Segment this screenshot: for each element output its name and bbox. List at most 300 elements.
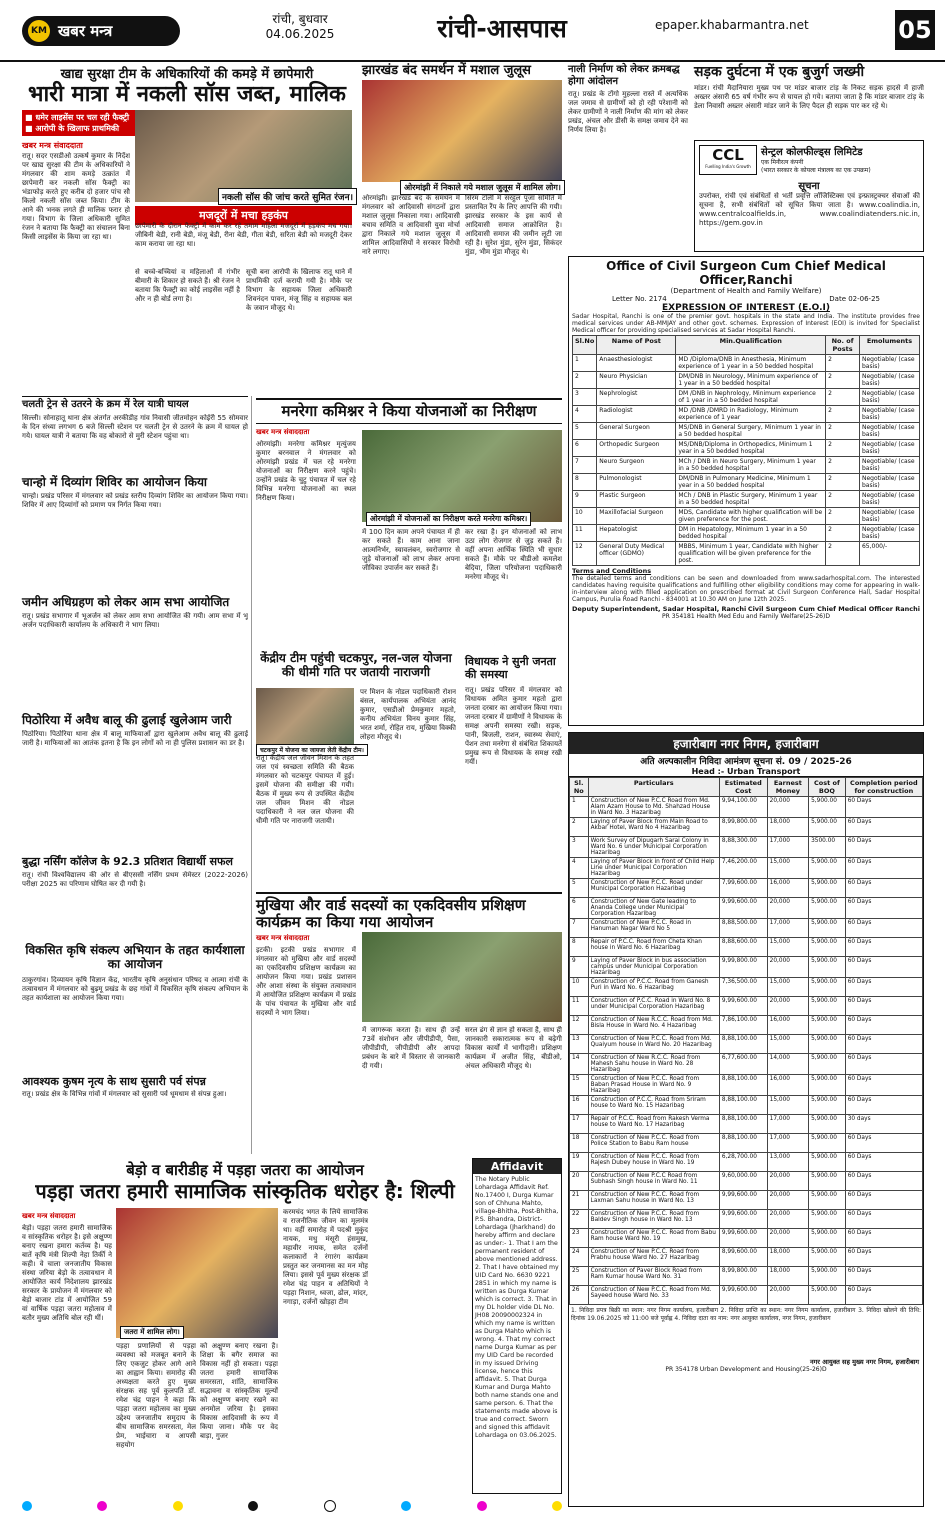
table-cell: 9,99,600.00 — [719, 898, 767, 919]
table-cell: 60 Days — [845, 1075, 922, 1096]
table-cell: Negotiable/ (case basis) — [859, 508, 919, 525]
nn-title: हजारीबाग नगर निगम, हजारीबाग — [569, 733, 923, 754]
cyan-dot-icon — [22, 1501, 32, 1511]
table-cell: 18,000 — [767, 1267, 808, 1286]
table-cell: Construction of P.C.C. Road from Sriram house to Ward No. 15 Hazaribag — [588, 1096, 719, 1115]
table-cell: 1 — [570, 797, 589, 818]
cs-sign-row — [572, 605, 920, 613]
table-cell: 5,900.00 — [809, 1267, 846, 1286]
story12-headline: मनरेगा कमिश्नर ने किया योजनाओं का निरीक्षण — [256, 398, 562, 424]
table-cell: 15,000 — [767, 1035, 808, 1054]
table-cell: 5,900.00 — [809, 919, 846, 938]
table-cell: Neuro Physician — [597, 372, 676, 389]
table-cell: MS/DNB/Diploma in Orthopedics, Minimum 1 year in a 50 bedded hospital — [676, 440, 826, 457]
story9-body: रातू। रांची विश्वविद्यालय की ओर से बीएससी नर्सिंग प्रथम सेमेस्टर (2022-2026) परीक्षा 2025 का परिणाम घोषित कर दी गयी है। — [22, 871, 248, 888]
affidavit-title: Affidavit — [473, 1159, 561, 1174]
ccl-notice — [694, 140, 924, 252]
table-cell: 10 — [570, 978, 589, 997]
story5-body: सिल्ली। सोनाहातू थाना क्षेत्र अंतर्गत अरकीडीह गांव निवासी जीतमोहन कोईरी 55 सोमवार के दिन संध्या लगभग 6 बजे सिल्ली स्टेशन पर चलती ट्रेन से उतरने के क्रम में घायल हो गये। घायल यात्री ने बताया कि वह बोकारो से मुरी स्टेशन पहुंचा था। — [22, 414, 248, 440]
table-cell: 9 — [570, 957, 589, 978]
table-cell: 5,900.00 — [809, 898, 846, 919]
cs-letter: Letter No. 2174 — [612, 295, 667, 303]
issue-date — [245, 12, 355, 42]
epaper-url[interactable]: epaper.khabarmantra.net — [655, 18, 809, 32]
table-cell: 60 Days — [845, 938, 922, 957]
table-row — [573, 406, 920, 423]
table-cell: General Surgeon — [597, 423, 676, 440]
cs-intro: Sadar Hospital, Ranchi is one of the premier govt. hospitals in the state and India. The institute provides free medical services under AB-MMJAY and other govt. schemes. Expression of Interest (EOI) is invited for Specialist Medical officer for providing specialised services at Sadar Hospital Ranchi. — [572, 313, 920, 334]
table-cell: 23 — [570, 1229, 589, 1248]
table-cell: 60 Days — [845, 1191, 922, 1210]
story5-headline: चलती ट्रेन से उतरने के क्रम में रेल यात्री घायल — [22, 399, 189, 410]
story11-headline: आवश्यक कुषम नृत्य के साथ सुसारी पर्व संपन्न — [22, 1075, 206, 1088]
table-cell: 5,900.00 — [809, 858, 846, 879]
table-cell: 17,000 — [767, 1115, 808, 1134]
table-cell: 60 Days — [845, 1286, 922, 1305]
table-cell: Construction of New P.C.C. Road from Police Station to Babu Ram house — [588, 1134, 719, 1153]
table-row — [570, 818, 923, 837]
table-cell: 9,60,000.00 — [719, 1172, 767, 1191]
story15-byline: खबर मन्त्र संवाददाता — [256, 934, 310, 942]
table-row — [570, 879, 923, 898]
divider — [22, 396, 248, 397]
story16-col2: पड़हा प्रणालियों से पड़हा व्यवस्था को मजबूत बनाने के लिए एकजुट होकर आगे आने का आह्वान किया। समारोह की अध्यक्षता करते हुए मुख्य संरक्षक सह पूर्व कुलपति डॉ. रमेश चंद्र पाहन ने कहा कि पड़हा जतरा महोत्सव का मुख्य उद्देश्य जनजातीय समुदाय के बीच सामाजिक समरसता, मेल प्रेम, भाईचारा व आपसी सहयोग — [116, 1342, 196, 1449]
table-cell: 8,88,100.00 — [719, 1075, 767, 1096]
table-cell: 2 — [826, 542, 860, 566]
story12-col2: में 100 दिन काम अपने पंचायत में ही कर सकते हैं। काम आना जाना आत्मनिर्भर, स्वावलंबन, स्वरोजगार से जुड़े योजनाओं को लाभ लेकर अपना जीविका उपार्जन कर सकते हैं। — [362, 528, 460, 572]
column-rule — [251, 396, 252, 1154]
table-cell: Negotiable/ (case basis) — [859, 525, 919, 542]
table-cell: Pulmonologist — [597, 474, 676, 491]
table-cell: 20,000 — [767, 1191, 808, 1210]
table-cell: 2 — [826, 389, 860, 406]
table-cell: 17,000 — [767, 919, 808, 938]
table-cell: 5,900.00 — [809, 879, 846, 898]
civil-surgeon-eoi — [568, 256, 924, 726]
table-cell: 5,900.00 — [809, 938, 846, 957]
table-cell: Construction of New P.C.C. Road from Md. Sayeed house Ward No. 33 — [588, 1286, 719, 1305]
registration-marks — [22, 1500, 562, 1512]
masthead — [0, 0, 945, 62]
table-row — [570, 1191, 923, 1210]
table-cell: 60 Days — [845, 898, 922, 919]
table-cell: 25 — [570, 1267, 589, 1286]
table-cell: Negotiable/ (case basis) — [859, 423, 919, 440]
story12-photo — [362, 430, 562, 522]
table-cell: 2 — [826, 457, 860, 474]
table-cell: 2 — [570, 818, 589, 837]
table-cell: Construction of New P.C.C Road from Subhash Singh house in Ward No. 11 — [588, 1172, 719, 1191]
story6-body: चान्हो। प्रखंड परिसर में मंगलवार को प्रखंड स्तरीय दिव्यांग शिविर का आयोजन किया गया। शिविर में आए दिव्यांगों को प्रमाण पत्र निर्गत किया गया। — [22, 492, 248, 509]
table-cell: Negotiable/ (case basis) — [859, 491, 919, 508]
table-cell: DM /DNB in Nephrology, Minimum experience of 1 year in a 50 bedded hospital — [676, 389, 826, 406]
story2-col2: सिरम टोली में सरहुल पूजा समिति में प्रस्तावित रैंप के लिए आपत्ति की गयी। झारखंड सरकार के इस कार्य से आदिवासी समाज आक्रोशित है। आदिवासी समाज की जमीन लूटी जा रही है। सुरेश मुंडा, सुरेन मुंडा, सिकंदर मुंडा, भीम मुंडा मौजूद थे। — [465, 194, 562, 256]
table-cell: Construction of New P.C.C. Road from Baban Prasad House in Ward No. 9 Hazaribag — [588, 1075, 719, 1096]
table-header: Emoluments — [859, 336, 919, 355]
table-cell: 7 — [570, 919, 589, 938]
table-cell: 5,900.00 — [809, 1035, 846, 1054]
table-cell: 8,88,100.00 — [719, 1115, 767, 1134]
table-cell: 60 Days — [845, 1172, 922, 1191]
table-cell: 60 Days — [845, 1153, 922, 1172]
story1-box-title: मजदूरों में मचा हड़कंप — [135, 206, 352, 225]
table-cell: 9,94,100.00 — [719, 797, 767, 818]
nn-pr: PR 354178 Urban Development and Housing(25-26)D — [665, 1366, 827, 1373]
table-cell: 3 — [573, 389, 597, 406]
table-cell: 20 — [570, 1172, 589, 1191]
table-cell: 5,900.00 — [809, 957, 846, 978]
table-cell: 5 — [570, 879, 589, 898]
table-cell: 5,900.00 — [809, 818, 846, 837]
cs-sign2: Ranchi — [895, 605, 920, 613]
table-cell: 15,000 — [767, 1096, 808, 1115]
table-header: Min.Qualification — [676, 336, 826, 355]
table-cell: 9,99,800.00 — [719, 957, 767, 978]
table-cell: 20,000 — [767, 797, 808, 818]
table-cell: 20,000 — [767, 1172, 808, 1191]
table-cell: 13,000 — [767, 1153, 808, 1172]
story10-body: ठाकुरगांव। दिव्यायन कृषि विज्ञान केंद्र, भारतीय कृषि अनुसंधान परिषद व आत्मा रांची के तत्वावधान में मंगलवार को बुढ़मू प्रखंड के छह गांवों में विकसित कृषि संकल्प अभियान के तहत कार्यशाला का आयोजन किया गया। — [22, 976, 248, 1002]
table-cell: 5,900.00 — [809, 1075, 846, 1096]
table-row — [570, 1016, 923, 1035]
table-cell: 12 — [573, 542, 597, 566]
table-cell: 5,900.00 — [809, 1229, 846, 1248]
table-header: Sl.No — [573, 336, 597, 355]
table-row — [573, 542, 920, 566]
story16-photo — [116, 1208, 278, 1338]
table-cell: 5,900.00 — [809, 1210, 846, 1229]
story14-headline: विधायक ने सुनी जनता की समस्या — [465, 655, 556, 681]
table-cell: Construction of New Gate leading to Ananda College under Municipal Corporation Hazaribag — [588, 898, 719, 919]
story11-body: रातू। प्रखंड क्षेत्र के विभिन्न गांवों में मंगलवार को सुसारी पर्व धूमधाम से संपन्न हुआ। — [22, 1090, 227, 1098]
table-cell: 60 Days — [845, 1054, 922, 1075]
table-cell: 2 — [826, 474, 860, 491]
table-row — [573, 457, 920, 474]
story1-col2: से बच्चे-बच्चियां व महिलाओं में गंभीर बीमारी के शिकार हो सकते हैं। श्री रंजन ने बताया कि फैक्ट्री का कोई लाइसेंस नहीं है और न ही बोर्ड लगा है। — [135, 268, 240, 303]
magenta-dot-icon — [477, 1501, 487, 1511]
yellow-dot-icon — [552, 1501, 562, 1511]
table-cell: 8,88,100.00 — [719, 1096, 767, 1115]
table-cell: Neuro Surgeon — [597, 457, 676, 474]
story7-body: रातू। प्रखंड सभागार में भूअर्जन को लेकर आम सभा आयोजित की गयी। आम सभा में भू अर्जन पदाधिकारी कार्यालय के अधिकारी ने भाग लिया। — [22, 612, 248, 629]
table-cell: Construction of New R.C.C. Road from Md. Bisla House in Ward No. 4 Hazaribag — [588, 1016, 719, 1035]
nn-head: Head :- Urban Transport — [569, 767, 923, 777]
story13-body: रातू। केंद्रीय जल जीवन मिशन के तहत जल एवं स्वच्छता समिति की बैठक मंगलवार को चटकपुर पंचायत में हुई। इसमें योजना की समीक्षा की गयी। बैठक में मुख्य रूप से उपस्थित केंद्रीय जल जीवन मिशन की नोडल पदाधिकारी ने नल जल योजना की धीमी गति पर नाराजगी जतायी। — [256, 754, 354, 825]
table-cell: 5,900.00 — [809, 1115, 846, 1134]
brand-logo-icon: KM — [28, 20, 50, 42]
ccl-name: सेन्ट्रल कोलफील्ड्स लिमिटेड — [761, 147, 863, 158]
table-cell: 7 — [573, 457, 597, 474]
table-cell: 17,000 — [767, 837, 808, 858]
table-cell: 6 — [570, 898, 589, 919]
table-cell: Work Survey of Dipugarh Sarai Colony in Ward No. 6 under Municipal Corporation Hazaribag — [588, 837, 719, 858]
table-cell: 15,000 — [767, 978, 808, 997]
brand-name: खबर मन्त्र — [58, 22, 113, 40]
story8-headline: पिठोरिया में अवैध बालू की ढुलाई खुलेआम जारी — [22, 713, 232, 727]
table-cell: 9,99,600.00 — [719, 1229, 767, 1248]
table-cell: 14 — [570, 1054, 589, 1075]
table-cell: Laying of Paver Block from Main Road to Akbar Hotel, Ward No 4 Hazaribag — [588, 818, 719, 837]
table-row — [570, 957, 923, 978]
table-cell: 60 Days — [845, 858, 922, 879]
table-cell: 9,99,600.00 — [719, 1210, 767, 1229]
story1-col3: सूची बना आरोपी के खिलाफ रातू थाने में प्राथमिकी दर्ज करायी गयी है। मौके पर विभाग के सहायक जिला अधिकारी शिवनंदन पावन, मंजू सिंह व सहायक बल के जवान मौजूद थे। — [246, 268, 352, 312]
story15-headline: मुखिया और वार्ड सदस्यों का एकदिवसीय प्रशिक्षण कार्यक्रम का किया गया आयोजन — [256, 892, 562, 932]
table-cell: Negotiable/ (case basis) — [859, 457, 919, 474]
cs-table — [572, 335, 920, 566]
table-cell: Negotiable/ (case basis) — [859, 355, 919, 372]
table-cell: 60 Days — [845, 1134, 922, 1153]
cs-date: Date 02-06-25 — [829, 295, 880, 303]
story12-col3: कर रखा है। इन योजनाओं को लाभ उठा लोग रोजगार से जुड़ सकते हैं। वहीं अपना आर्थिक स्थिति भी सुधार सकते हैं। मौके पर बीडीओ कमलेश बेदिया, जिला परियोजना पदाधिकारी मनरेगा मौजूद थे। — [465, 528, 562, 581]
table-cell: 60 Days — [845, 1096, 922, 1115]
table-cell: Construction of New R.C.C. Road from Mahesh Sahu house in Ward No. 28 Hazaribag — [588, 1054, 719, 1075]
table-cell: Construction of New P.C.C. Road under Municipal Corporation Hazaribag — [588, 879, 719, 898]
table-cell: 5,900.00 — [809, 1054, 846, 1075]
cs-dept: (Department of Health and Family Welfare) — [670, 287, 822, 295]
table-cell: Radiologist — [597, 406, 676, 423]
table-cell: Construction of New P.C.C. Road from Baldev Singh house in Ward No. 13 — [588, 1210, 719, 1229]
story16-caption: जतरा में शामिल लोग। — [120, 1326, 184, 1339]
table-cell: Construction of New P.C.C. Road from Prabhu house Ward No. 27 Hazaribag — [588, 1248, 719, 1267]
story2-col1: ओरमांझी। झारखंड बंद के समर्थन में मंगलवार को आदिवासी संगठनों द्वारा मशाल जुलूस निकाला गया। आदिवासी बचाव समिति व आदिवासी युवा मोर्चा द्वारा निकाले गये मशाल जुलूस में शामिल आदिवासियों ने सरकार विरोधी नारे लगाए। — [362, 194, 460, 256]
story15-col1: इटकी। इटकी प्रखंड सभागार में मंगलवार को मुखिया और वार्ड सदस्यों का एकदिवसीय प्रशिक्षण कार्यक्रम का आयोजन किया गया। प्रखंड प्रशासन और आशा संस्था के संयुक्त तत्वावधान में आयोजित प्रशिक्षण कार्यक्रम में प्रखंड के पांच पंचायत के मुखिया और वार्ड सदस्यों ने भाग लिया। — [256, 946, 356, 1017]
table-header: Particulars — [588, 778, 719, 797]
table-cell: 20,000 — [767, 997, 808, 1016]
table-cell: Construction of New P.C.C Road from Md. Alam Azam House to Md. Shahzad House in Ward No. 3 Hazaribag — [588, 797, 719, 818]
table-cell: 10 — [573, 508, 597, 525]
table-cell: MDS, Candidate with higher qualification will be given preference for the post. — [676, 508, 826, 525]
story2-headline: झारखंड बंद समर्थन में मशाल जुलूस — [362, 63, 531, 78]
cs-terms: The detailed terms and conditions can be seen and downloaded from www.sadarhospital.com. The interested candidates having requisite qualifications and fulfilling other eligibility conditions may come for appearing in walk-in-interview along with filled application on prescribed format at Civil Surgeon Conference Hall, Sadar Hospital Campus, Purulia Road Ranchi - 834001 at 10.30 AM on June 12th 2025. — [572, 575, 920, 603]
table-cell: Maxillofacial Surgeon — [597, 508, 676, 525]
table-cell: 5,900.00 — [809, 978, 846, 997]
cs-title: Office of Civil Surgeon Cum Chief Medical Officer,Ranchi — [606, 259, 886, 287]
table-cell: 16 — [570, 1096, 589, 1115]
table-cell: 2 — [826, 406, 860, 423]
story1-sub1: ■ धमेर लाइसेंस पर चल रही फैक्ट्री — [25, 113, 130, 122]
table-cell: Laying of Paver Block in front of Child Help Line under Municipal Corporation Hazaribag — [588, 858, 719, 879]
table-cell: 15,000 — [767, 938, 808, 957]
page-number: 05 — [895, 10, 935, 50]
table-cell: 60 Days — [845, 818, 922, 837]
story16-col4: करमचंद भगत के लिये सामाजिक व राजनीतिक जीवन का मूलमंत्र था। वहीं समारोह में पदश्री मुकुंद नायक, मधु मंसूरी हंसमुख, महावीर नायक, समेत दर्जनों कलाकारों ने रंगारंग कार्यक्रम प्रस्तुत कर जनमानस का मन मोह लिया। इससे पूर्व मुख्य संरक्षक डॉ रमेश चंद्र पाहन व अतिथियों ने पड़हा निशान, ध्वजा, ढोल, मांदर, नगाड़ा, दर्जनों खोड़हा टीम — [283, 1208, 368, 1306]
story2-caption: ओरमांझी में निकाले गये मशाल जुलूस में शामिल लोग। — [400, 180, 565, 195]
cs-letter-row — [572, 295, 920, 303]
ccl-logo-text: CCL — [712, 146, 744, 164]
table-cell: 2 — [826, 355, 860, 372]
table-header: Earnest Money — [767, 778, 808, 797]
table-header: Sl. No — [570, 778, 589, 797]
table-cell: 5,900.00 — [809, 1191, 846, 1210]
table-cell: Construction of New P.C.C. Road from Rajesh Dubey house in Ward No. 19 — [588, 1153, 719, 1172]
table-cell: DM in Hepatology, Minimum 1 year in a 50 bedded hospital — [676, 525, 826, 542]
crosshair-icon — [324, 1500, 336, 1512]
table-cell: 11 — [573, 525, 597, 542]
table-cell: 8,99,800.00 — [719, 1267, 767, 1286]
table-cell: Anaesthesiologist — [597, 355, 676, 372]
table-cell: 5,900.00 — [809, 1134, 846, 1153]
story12-col1: ओरमांझी। मनरेगा कमिश्नर मृत्युंजय कुमार बरनवाल ने मंगलवार को ओरमांझी प्रखंड में चल रहे मनरेगा योजनाओं का निरीक्षण करने पहुंचे। उन्होंने प्रखंड के चुटु पंचायत में चल रहे विभिन्न मनरेगा योजनाओं का स्थल निरीक्षण किया। — [256, 440, 356, 502]
story13-col2: पर मिशन के नोडल पदाधिकारी रोशन बंसल, कार्यपालक अभियंता आनंद कुमार, एसडीओ प्रेमकुमार महतो, कनीय अभियंता विनय कुमार सिंह, भरत शर्मा, रोहित राय, मुखिया विक्की लोहरा मौजूद थे। — [360, 688, 456, 741]
table-cell: 65,000/- — [859, 542, 919, 566]
table-cell: 60 Days — [845, 1248, 922, 1267]
table-cell: Negotiable/ (case basis) — [859, 440, 919, 457]
table-cell: 60 Days — [845, 837, 922, 858]
table-header: No. of Posts — [826, 336, 860, 355]
table-cell: 2 — [826, 525, 860, 542]
table-cell: 11 — [570, 997, 589, 1016]
story4-headline: सड़क दुर्घटना में एक बुजुर्ग जख्मी — [694, 64, 865, 80]
table-cell: 15,000 — [767, 858, 808, 879]
table-cell: 7,46,200.00 — [719, 858, 767, 879]
byline: खबर मन्त्र संवाददाता — [22, 141, 83, 150]
table-cell: 2 — [826, 423, 860, 440]
table-cell: 2 — [826, 508, 860, 525]
story1-body: रातू। सदर एसडीओ उत्कर्ष कुमार के निर्देश पर खाद्य सुरक्षा की टीम के अधिकारियों ने मंगलवार की शाम कमड़े उत्क्रांत में छापेमारी कर नकली सॉस फैक्ट्री का भंडाफोड़ करते हुए करीब दो हजार पांच सौ किलो नकली सॉस जब्त किया। टीम के आने की भनक लगते ही मालिक फरार हो गया। विभाग के जिला अधिकारी सुमित रंजन ने बताया कि फैक्ट्री का संचालन बिना किसी लाइसेंस के किया जा रहा था। — [22, 152, 130, 241]
table-cell: 60 Days — [845, 879, 922, 898]
story12-byline: खबर मन्त्र संवाददाता — [256, 428, 310, 436]
table-cell: 5 — [573, 423, 597, 440]
table-cell: 2 — [826, 491, 860, 508]
table-cell: Negotiable/ (case basis) — [859, 372, 919, 389]
story3-headline: नाली निर्माण को लेकर क्रमबद्ध होगा आंदोलन — [568, 64, 680, 87]
table-cell: 60 Days — [845, 1016, 922, 1035]
table-cell: 14,000 — [767, 1054, 808, 1075]
table-row — [570, 1172, 923, 1191]
story6-headline: चान्हो में दिव्यांग शिविर का आयोजन किया — [22, 475, 208, 489]
table-cell: 8,99,800.00 — [719, 818, 767, 837]
table-cell: 60 Days — [845, 1035, 922, 1054]
table-row — [570, 997, 923, 1016]
table-cell: General Duty Medical officer (GDMO) — [597, 542, 676, 566]
table-cell: 4 — [570, 858, 589, 879]
table-cell: 2 — [826, 440, 860, 457]
cs-terms-title: Terms and Conditions — [572, 567, 652, 575]
story9-headline: बुद्धा नर्सिंग कॉलेज के 92.3 प्रतिशत विद्यार्थी सफल — [22, 855, 233, 868]
table-cell: Negotiable/ (case basis) — [859, 474, 919, 491]
table-cell: MD /Diploma/DNB in Anesthesia, Minimum experience of 1 year in a 50 bedded hospital — [676, 355, 826, 372]
table-cell: 5,900.00 — [809, 1248, 846, 1267]
table-cell: 2 — [573, 372, 597, 389]
story13-caption: चटकपुर में योजना का जायजा लेती केंद्रीय टीम। — [256, 744, 368, 756]
table-cell: 18,000 — [767, 1248, 808, 1267]
table-cell: 3 — [570, 837, 589, 858]
table-cell: 8,99,600.00 — [719, 1248, 767, 1267]
table-cell: 22 — [570, 1210, 589, 1229]
cyan-dot-icon — [401, 1501, 411, 1511]
nn-foot: 1. निविदा प्रपत्र बिक्री का स्थान: नगर निगम कार्यालय, हजारीबाग 2. निविदा प्राप्ति का स्थान: नगर निगम कार्यालय, हजारीबाग 3. निविदा खोलने की तिथि: दिनांक 19.06.2025 को 11:00 बजे पूर्वाह्न 4. निविदा दाता का नाम: नगर आयुक्त कार्यालय, नगर निगम, हजारीबाग — [571, 1307, 921, 1322]
table-row — [573, 423, 920, 440]
table-cell: 9,99,600.00 — [719, 997, 767, 1016]
table-cell: MCh / DNB in Neuro Surgery, Minimum 1 year in a 50 bedded hospital — [676, 457, 826, 474]
table-cell: MBBS, Minimum 1 year, Candidate with higher qualification will be given preference for the post. — [676, 542, 826, 566]
table-cell: 20,000 — [767, 898, 808, 919]
table-cell: 5,900.00 — [809, 1153, 846, 1172]
story2-photo — [362, 80, 562, 182]
cs-deputy: Deputy Superintendent, Sadar Hospital, Ranchi — [572, 605, 747, 613]
table-cell: Construction of Paver Block Road from Ram Kumar house Ward No. 31 — [588, 1267, 719, 1286]
story15-col2: में जागरूक करता है। साथ ही उन्हें 73वें संशोधन और जीपीडीपी, पैसा, जीपीडीपी, जीपीडीपी और आपदा प्रबंधन के बारे में विस्तार से जानकारी दी गयी। — [362, 1026, 460, 1070]
table-cell: 3500.00 — [809, 837, 846, 858]
table-cell: 6,28,700.00 — [719, 1153, 767, 1172]
table-cell: 5,900.00 — [809, 797, 846, 818]
table-row — [570, 1286, 923, 1305]
ccl-logo-sub: Fuelling India's Growth — [705, 164, 751, 169]
table-cell: 26 — [570, 1286, 589, 1305]
story7-headline: जमीन अधिग्रहण को लेकर आम सभा आयोजित — [22, 595, 230, 609]
table-cell: Nephrologist — [597, 389, 676, 406]
table-cell: 9,99,600.00 — [719, 1286, 767, 1305]
table-cell: 7,36,500.00 — [719, 978, 767, 997]
table-row — [570, 1153, 923, 1172]
table-cell: 12 — [570, 1016, 589, 1035]
table-cell: 9 — [573, 491, 597, 508]
table-cell: 16,000 — [767, 1075, 808, 1096]
table-cell: Construction of New P.C.C. Road from Babu Ram house Ward No. 19 — [588, 1229, 719, 1248]
table-cell: 8 — [570, 938, 589, 957]
nn-table — [569, 777, 923, 1305]
story10-headline: विकसित कृषि संकल्प अभियान के तहत कार्यशाला का आयोजन — [25, 943, 245, 971]
table-cell: Negotiable/ (case basis) — [859, 389, 919, 406]
table-cell: Plastic Surgeon — [597, 491, 676, 508]
cs-sign: Civil Surgeon Cum Chief Medical Officer — [747, 605, 893, 613]
table-cell: Construction of New P.C.C. Road in Hanuman Nagar Ward No 5 — [588, 919, 719, 938]
table-cell: Negotiable/ (case basis) — [859, 406, 919, 423]
table-cell: 60 Days — [845, 997, 922, 1016]
table-cell: 30 days — [845, 1115, 922, 1134]
story15-col3: सरल ढंग से ज्ञान हो सकता है, साथ ही जानकारी सकारात्मक रूप से बढ़ेगी विकास कार्यों में भागीदारी। प्रशिक्षण कार्यक्रम में अजीत सिंह, बीडीओ, अंचल अधिकारी मौजूद थे। — [465, 1026, 562, 1070]
table-cell: 19 — [570, 1153, 589, 1172]
table-cell: 8,88,600.00 — [719, 938, 767, 957]
table-cell: 20,000 — [767, 1286, 808, 1305]
table-header: Cost of BOQ — [809, 778, 846, 797]
table-cell: 5,900.00 — [809, 997, 846, 1016]
table-cell: 1 — [573, 355, 597, 372]
table-row — [570, 898, 923, 919]
table-row — [570, 797, 923, 818]
table-row — [573, 491, 920, 508]
table-cell: MS/DNB in General Surgery, Minimum 1 year in a 50 bedded hospital — [676, 423, 826, 440]
ccl-tag: एक मिनीरत्न कंपनी — [761, 159, 804, 166]
table-cell: 6,77,600.00 — [719, 1054, 767, 1075]
cs-pr: PR 354181 Health Med Edu and Family Welfare(25-26)D — [662, 613, 830, 620]
table-cell: Laying of Paver Block in bus association campus under Municipal Corporation Hazaribag — [588, 957, 719, 978]
story1-box-body: छापेमारी के दौरान फैक्ट्री में काम कर रहे तमाम महिला मजदूरों में हड़कंप मच गया। जीबिनी बेडी, रानी बेडी, मंजू बेडी, रीना बेडी, गीता बेडी, सरिता बेडी को मजदूरी देकर काम कराया जा रहा था। — [135, 222, 352, 248]
ccl-parent: (भारत सरकार के कोयला मंत्रालय का एक उपक्रम) — [761, 167, 871, 174]
brand-logo — [22, 16, 180, 46]
table-row — [570, 1248, 923, 1267]
table-cell: 13 — [570, 1035, 589, 1054]
story16-col3: को अक्षुण्ण बनाए रखना है। शिक्षा के बगैर समाज का विकास नहीं हो सकता। पड़हा जतरा हमारी सामाजिक समरसता, शांति, सामाजिक सद्भावना व सांस्कृतिक मूल्यों को अक्षुण्ण बनाए रखने का अनमोल जरिया है। इसका विकास आदिवासी के रूप में किया जाना। मौके पर वेद बाड़ा, गुजर — [200, 1342, 278, 1440]
table-cell: 60 Days — [845, 1210, 922, 1229]
table-row — [573, 474, 920, 491]
table-header: Completion period for construction — [845, 778, 922, 797]
table-cell: 17 — [570, 1115, 589, 1134]
story13-photo — [256, 688, 354, 748]
table-row — [570, 1096, 923, 1115]
table-cell: 60 Days — [845, 797, 922, 818]
story16-kicker: बेड़ो व बारीडीह में पड़हा जतरा का आयोजन — [126, 1161, 364, 1179]
table-cell: MCh / DNB in Plastic Surgery, Minimum 1 year in a 50 bedded hospital — [676, 491, 826, 508]
table-cell: Repair of P.C.C. Road from Cheta Khan house in Ward No. 6 Hazaribag — [588, 938, 719, 957]
table-cell: 5,900.00 — [809, 1096, 846, 1115]
table-row — [570, 978, 923, 997]
story16-headline: पड़हा जतरा हमारी सामाजिक सांस्कृतिक धरोहर है: शिल्पी — [35, 1179, 455, 1203]
table-row — [570, 1075, 923, 1096]
ccl-logo — [699, 145, 757, 175]
story1-kicker: खाद्य सुरक्षा टीम के अधिकारियों की कमड़े में छापेमारी — [60, 67, 314, 82]
